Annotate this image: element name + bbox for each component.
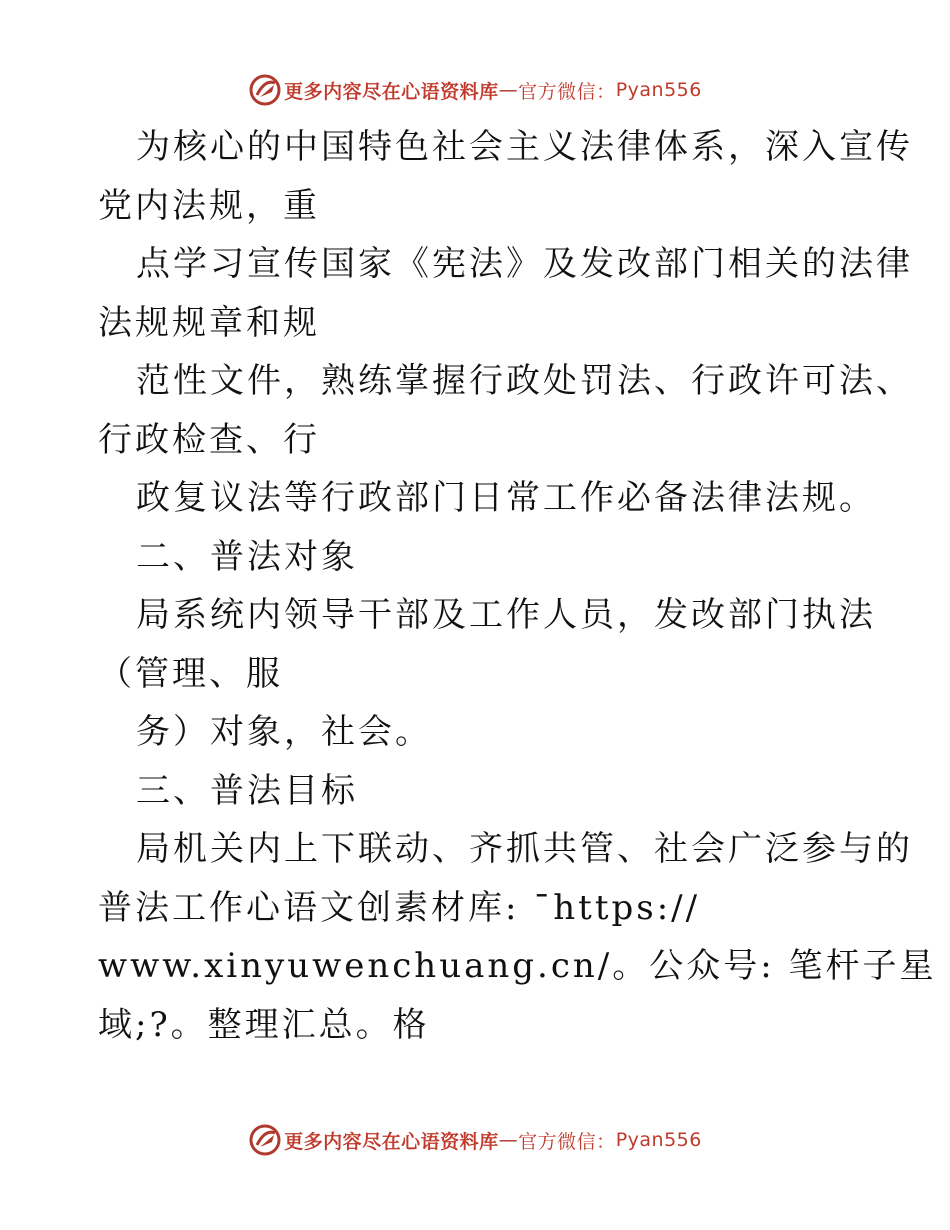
banner-separator: — <box>498 1129 519 1151</box>
body-line: 法规规章和规 <box>98 302 320 343</box>
banner-contact-id: Pyan556 <box>615 79 702 101</box>
body-line: www.xinyuwenchuang.cn/。公众号: 笔杆子星 <box>98 946 937 986</box>
section-heading: 二、普法对象 <box>136 536 358 577</box>
body-line: 范性文件，熟练掌握行政处罚法、行政许可法、 <box>136 361 913 401</box>
body-line: 为核心的中国特色社会主义法律体系，深入宣传 <box>136 127 913 167</box>
body-line: 务）对象，社会。 <box>136 712 432 752</box>
body-line: （管理、服 <box>98 653 283 694</box>
banner-title: 更多内容尽在心语资料库 <box>284 80 499 103</box>
banner-contact-label: 官方微信： <box>518 1130 616 1153</box>
footer-banner <box>0 1120 950 1160</box>
body-line: 党内法规，重 <box>98 185 320 226</box>
body-line: 局系统内领导干部及工作人员，发改部门执法 <box>136 595 876 635</box>
body-line: 域;?。整理汇总。格 <box>98 1004 430 1045</box>
body-line: 行政检查、行 <box>98 419 320 460</box>
document-body <box>98 118 937 1054</box>
section-heading: 三、普法目标 <box>136 770 358 811</box>
brand-logo-icon <box>248 1123 282 1157</box>
body-line: 政复议法等行政部门日常工作必备法律法规。 <box>136 478 876 518</box>
body-line: 普法工作心语文创素材库: ¯https:// <box>98 887 701 928</box>
banner-title: 更多内容尽在心语资料库 <box>284 1130 499 1153</box>
banner-contact-label: 官方微信： <box>518 80 616 103</box>
brand-logo-icon <box>248 73 282 107</box>
body-line: 局机关内上下联动、齐抓共管、社会广泛参与的 <box>136 829 913 869</box>
header-banner <box>0 70 950 110</box>
body-line: 点学习宣传国家《宪法》及发改部门相关的法律 <box>136 244 913 284</box>
banner-contact-id: Pyan556 <box>615 1129 702 1151</box>
banner-separator: — <box>498 79 519 101</box>
